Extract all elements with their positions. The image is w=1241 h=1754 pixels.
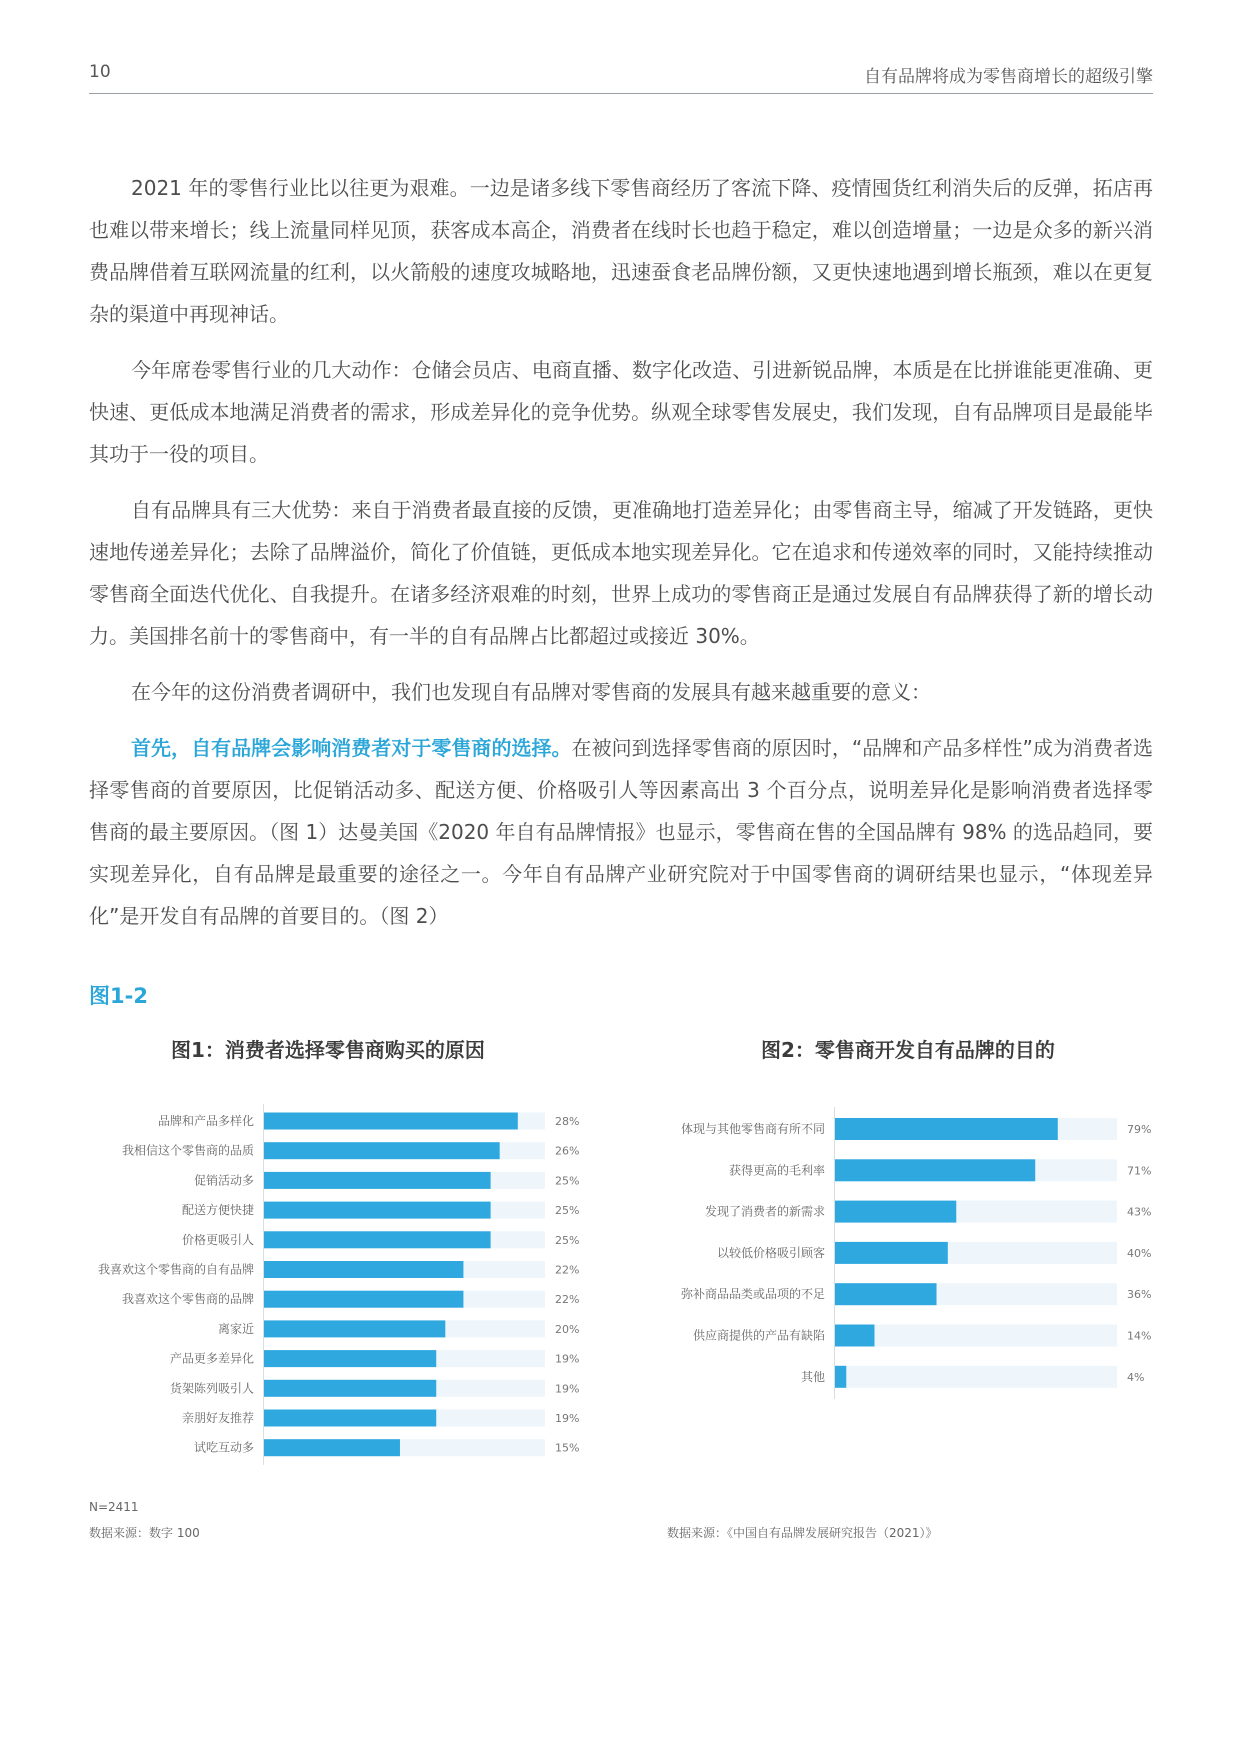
bar-track: [835, 1325, 1117, 1347]
category-label: 我喜欢这个零售商的品牌: [121, 1292, 254, 1307]
bar: [835, 1201, 956, 1223]
chart-2-retailer-purposes: [640, 1100, 1160, 1400]
bar: [264, 1113, 518, 1130]
bar: [264, 1410, 436, 1427]
value-label: 40%: [1127, 1246, 1152, 1260]
value-label: 14%: [1127, 1329, 1152, 1343]
category-label: 其他: [800, 1369, 825, 1384]
category-label: 我相信这个零售商的品质: [121, 1143, 254, 1158]
category-label: 品牌和产品多样化: [157, 1114, 254, 1128]
bar: [264, 1202, 491, 1219]
bar: [264, 1380, 436, 1397]
figure-label: 图1-2: [89, 984, 148, 1008]
body-text: [89, 167, 1153, 951]
running-header-title: 自有品牌将成为零售商增长的超级引擎: [864, 67, 1153, 87]
category-label: 亲朋好友推荐: [181, 1411, 254, 1425]
value-label: 19%: [555, 1412, 580, 1425]
paragraph-1: 2021 年的零售行业比以往更为艰难。一边是诸多线下零售商经历了客流下降、疫情囤货红利消失后的反弹，拓店再也难以带来增长；线上流量同样见顶，获客成本高企，消费者在线时长也趋于稳定，难以创造增量；一边是众多的新兴消费品牌借着互联网流量的红利，以火箭般的速度攻城略地，迅速蚕食老品牌份额，又更快速地遇到增长瓶颈，难以在更复杂的渠道中再现神话。: [89, 176, 1153, 326]
chart-1-consumer-reasons: [80, 1100, 600, 1480]
sample-size-note: N=2411: [89, 1500, 139, 1514]
bar: [264, 1231, 491, 1248]
value-label: 20%: [555, 1322, 580, 1336]
value-label: 22%: [555, 1263, 580, 1277]
category-label: 供应商提供的产品有缺陷: [692, 1328, 825, 1343]
category-label: 弥补商品品类或品项的不足: [680, 1287, 825, 1302]
category-label: 促销活动多: [193, 1173, 254, 1188]
paragraph-5: [89, 727, 1153, 937]
value-label: 19%: [555, 1352, 580, 1366]
bar: [264, 1350, 436, 1367]
category-label: 获得更高的毛利率: [728, 1163, 825, 1178]
value-label: 25%: [555, 1233, 580, 1247]
value-label: 79%: [1127, 1123, 1152, 1136]
value-label: 15%: [555, 1441, 580, 1455]
paragraph-2: 今年席卷零售行业的几大动作：仓储会员店、电商直播、数字化改造、引进新锐品牌，本质是在比拼谁能更准确、更快速、更低成本地满足消费者的需求，形成差异化的竞争优势。纵观全球零售发展史，我们发现，自有品牌项目是最能毕其功于一役的项目。: [89, 358, 1153, 466]
category-label: 以较低价格吸引顾客: [716, 1245, 825, 1260]
page-number: 10: [89, 62, 111, 82]
chart-1-title: 图1：消费者选择零售商购买的原因: [171, 1038, 485, 1062]
bar: [835, 1118, 1058, 1140]
value-label: 36%: [1127, 1288, 1152, 1302]
value-label: 71%: [1127, 1164, 1152, 1178]
category-label: 体现与其他零售商有所不同: [680, 1122, 825, 1136]
category-label: 发现了消费者的新需求: [704, 1204, 825, 1219]
bar: [264, 1261, 463, 1278]
category-label: 我喜欢这个零售商的自有品牌: [97, 1262, 254, 1277]
category-label: 试吃互动多: [193, 1440, 254, 1455]
bar: [264, 1439, 400, 1456]
category-label: 配送方便快捷: [181, 1203, 254, 1218]
category-label: 货架陈列吸引人: [169, 1381, 254, 1396]
bar-track: [835, 1366, 1117, 1388]
paragraph-5-text: 在被问到选择零售商的原因时，“品牌和产品多样性”成为消费者选择零售商的首要原因，比促销活动多、配送方便、价格吸引人等因素高出 3 个百分点，说明差异化是影响消费者选择零售商的最主要原因。（图 1）达曼美国《2020 年自有品牌情报》也显示，零售商在售的全国品牌有 98% 的选品趋同，要实现差异化，自有品牌是最重要的途径之一。今年自有品牌产业研究院对于中国零售商的调研结果也显示，“体现差异化”是开发自有品牌的首要目的。（图 2）: [89, 736, 1153, 928]
category-label: 价格更吸引人: [181, 1232, 254, 1247]
category-label: 离家近: [217, 1321, 254, 1336]
chart-2-source: 数据来源：《中国自有品牌发展研究报告（2021）》: [667, 1526, 938, 1540]
chart-1-source: 数据来源：数字 100: [89, 1526, 200, 1540]
bar: [264, 1320, 445, 1337]
bar: [835, 1159, 1035, 1181]
bar: [835, 1366, 846, 1388]
value-label: 43%: [1127, 1205, 1152, 1219]
category-label: 产品更多差异化: [169, 1351, 254, 1366]
bar: [264, 1291, 463, 1308]
header-rule: [89, 93, 1153, 94]
value-label: 25%: [555, 1204, 580, 1218]
paragraph-5-highlight: 首先，自有品牌会影响消费者对于零售商的选择。: [131, 736, 572, 760]
bar: [835, 1242, 948, 1264]
value-label: 19%: [555, 1382, 580, 1396]
chart-2-title: 图2：零售商开发自有品牌的目的: [761, 1038, 1055, 1062]
bar: [264, 1142, 500, 1159]
value-label: 25%: [555, 1174, 580, 1188]
value-label: 4%: [1127, 1370, 1145, 1384]
paragraph-4: 在今年的这份消费者调研中，我们也发现自有品牌对零售商的发展具有越来越重要的意义：: [131, 680, 931, 704]
value-label: 26%: [555, 1144, 580, 1158]
bar: [835, 1283, 937, 1305]
value-label: 28%: [555, 1115, 580, 1128]
paragraph-3: 自有品牌具有三大优势：来自于消费者最直接的反馈，更准确地打造差异化；由零售商主导，缩减了开发链路，更快速地传递差异化；去除了品牌溢价，简化了价值链，更低成本地实现差异化。它在追求和传递效率的同时，又能持续推动零售商全面迭代优化、自我提升。在诸多经济艰难的时刻，世界上成功的零售商正是通过发展自有品牌获得了新的增长动力。美国排名前十的零售商中，有一半的自有品牌占比都超过或接近 30%。: [89, 498, 1153, 648]
bar: [264, 1172, 491, 1189]
value-label: 22%: [555, 1293, 580, 1307]
bar: [835, 1325, 874, 1347]
